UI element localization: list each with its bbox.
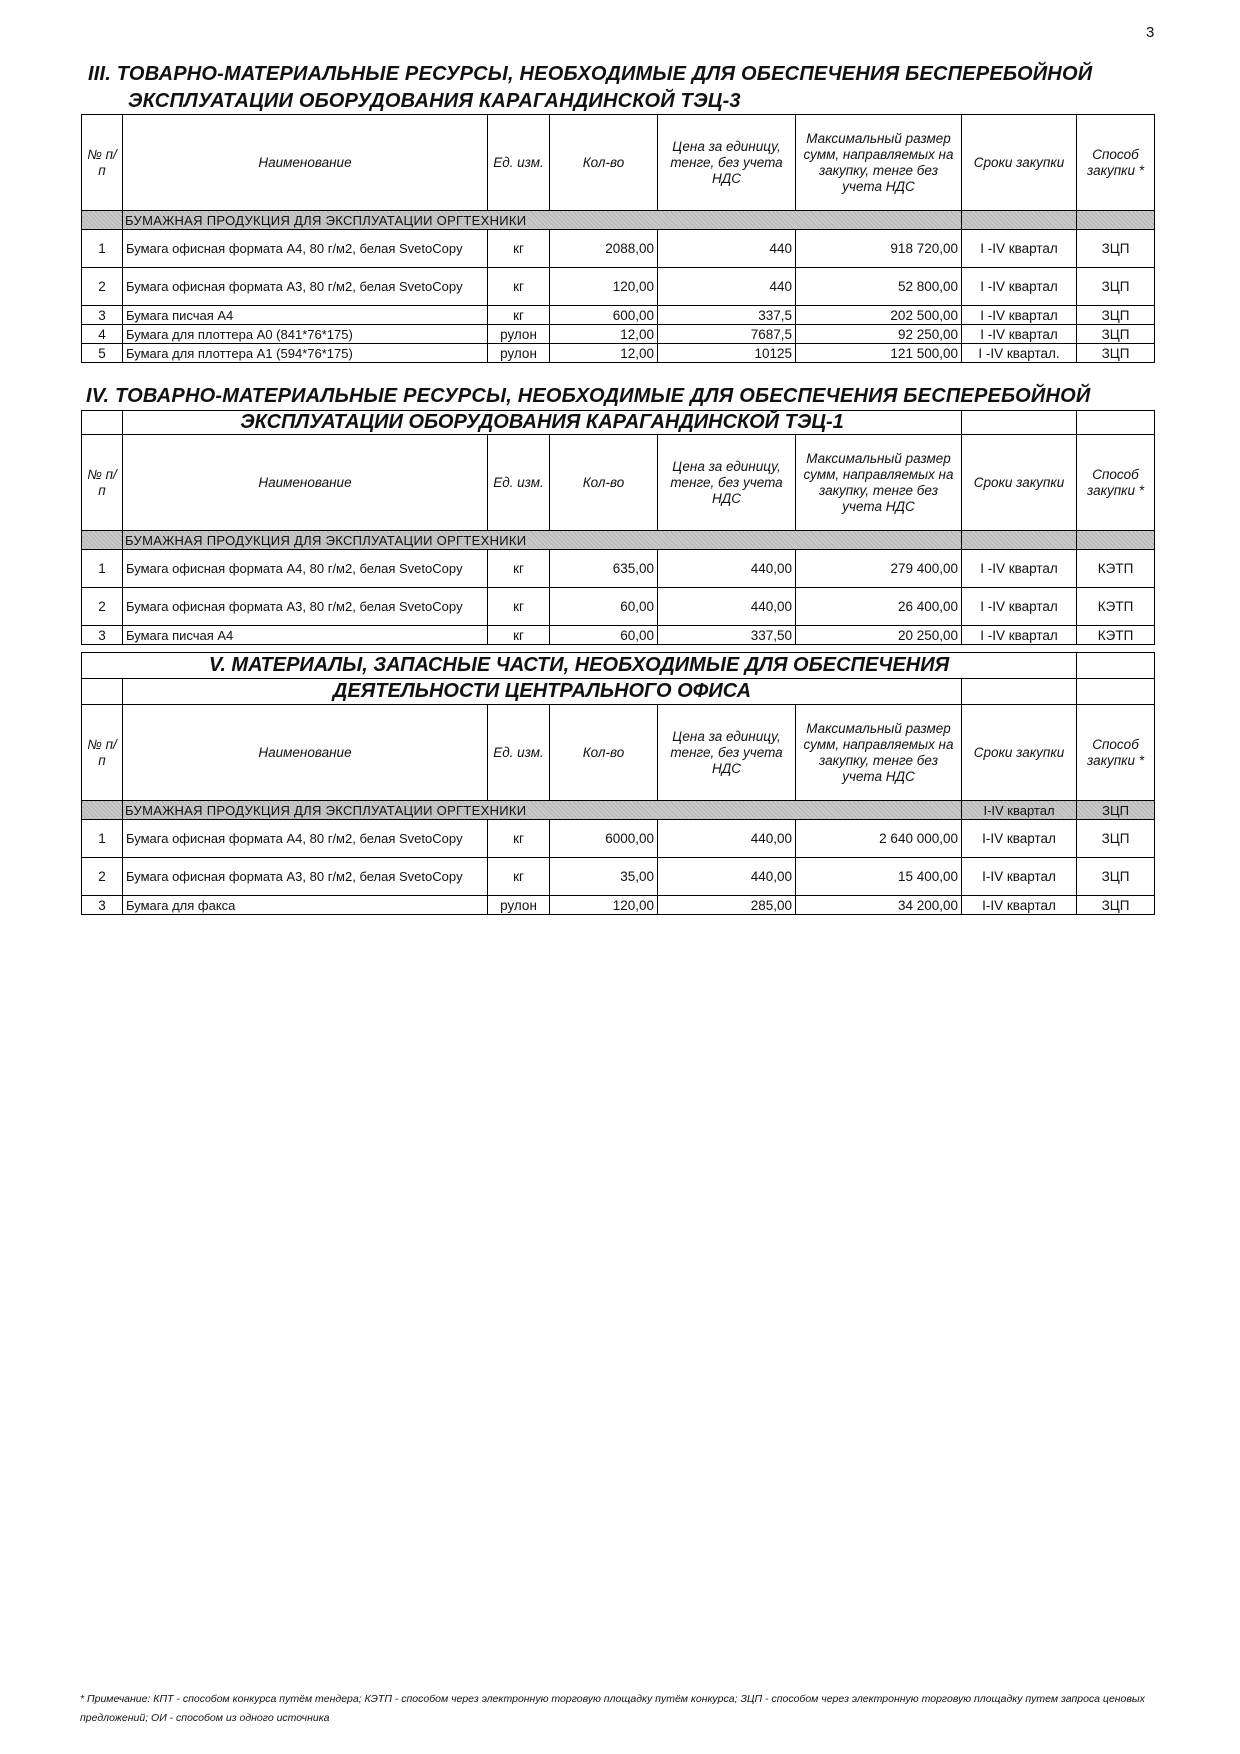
section-5-title-line1: V. МАТЕРИАЛЫ, ЗАПАСНЫЕ ЧАСТИ, НЕОБХОДИМЫЕ ДЛЯ ОБЕСПЕЧЕНИЯ <box>82 653 1077 679</box>
header-name: Наименование <box>123 435 488 531</box>
row-method: КЭТП <box>1077 588 1155 626</box>
category-method <box>1077 211 1155 230</box>
row-unit: кг <box>488 588 550 626</box>
row-name: Бумага для факса <box>123 896 488 915</box>
row-method: ЗЦП <box>1077 230 1155 268</box>
table-row <box>82 268 1155 306</box>
section-3-title-line1: III. ТОВАРНО-МАТЕРИАЛЬНЫЕ РЕСУРСЫ, НЕОБХОДИМЫЕ ДЛЯ ОБЕСПЕЧЕНИЯ БЕСПЕРЕБОЙНОЙ <box>88 63 1093 85</box>
row-name: Бумага писчая А4 <box>123 626 488 645</box>
row-price: 440 <box>658 268 796 306</box>
header-num: № п/п <box>82 435 123 531</box>
row-sum: 279 400,00 <box>796 550 962 588</box>
header-qty: Кол-во <box>550 435 658 531</box>
row-num: 2 <box>82 858 123 896</box>
row-sum: 202 500,00 <box>796 306 962 325</box>
table-row <box>82 820 1155 858</box>
table-row <box>82 306 1155 325</box>
category-method <box>1077 531 1155 550</box>
category-term <box>962 211 1077 230</box>
row-price: 285,00 <box>658 896 796 915</box>
category-method: ЗЦП <box>1077 801 1155 820</box>
row-qty: 120,00 <box>550 896 658 915</box>
row-term: I -IV квартал <box>962 306 1077 325</box>
row-sum: 92 250,00 <box>796 325 962 344</box>
row-unit: кг <box>488 820 550 858</box>
row-unit: рулон <box>488 896 550 915</box>
header-price: Цена за единицу, тенге, без учета НДС <box>658 115 796 211</box>
section-3-table <box>81 114 1155 363</box>
table-row <box>82 588 1155 626</box>
row-qty: 635,00 <box>550 550 658 588</box>
section-5-table <box>81 652 1155 915</box>
section-5-title-line2: ДЕЯТЕЛЬНОСТИ ЦЕНТРАЛЬНОГО ОФИСА <box>123 679 962 705</box>
row-sum: 34 200,00 <box>796 896 962 915</box>
category-term: I-IV квартал <box>962 801 1077 820</box>
row-method: ЗЦП <box>1077 896 1155 915</box>
row-sum: 2 640 000,00 <box>796 820 962 858</box>
row-name: Бумага офисная формата А3, 80 г/м2, белая SvetoCopy <box>123 268 488 306</box>
row-method: ЗЦП <box>1077 325 1155 344</box>
row-term: I -IV квартал. <box>962 344 1077 363</box>
row-price: 440,00 <box>658 550 796 588</box>
row-name: Бумага офисная формата А4, 80 г/м2, белая SvetoCopy <box>123 230 488 268</box>
category-label: БУМАЖНАЯ ПРОДУКЦИЯ ДЛЯ ЭКСПЛУАТАЦИИ ОРГТЕХНИКИ <box>125 212 527 228</box>
header-num: № п/п <box>82 705 123 801</box>
row-term: I-IV квартал <box>962 858 1077 896</box>
header-name: Наименование <box>123 705 488 801</box>
row-num: 1 <box>82 550 123 588</box>
row-qty: 120,00 <box>550 268 658 306</box>
table-row <box>82 325 1155 344</box>
row-unit: кг <box>488 858 550 896</box>
page-number: 3 <box>1146 24 1155 41</box>
row-price: 440,00 <box>658 588 796 626</box>
row-unit: кг <box>488 550 550 588</box>
table-row <box>82 230 1155 268</box>
section-4-table <box>81 410 1155 645</box>
row-term: I -IV квартал <box>962 626 1077 645</box>
table-header-row <box>82 705 1155 801</box>
table-row <box>82 858 1155 896</box>
row-term: I-IV квартал <box>962 896 1077 915</box>
section-3-title-line2: ЭКСПЛУАТАЦИИ ОБОРУДОВАНИЯ КАРАГАНДИНСКОЙ ТЭЦ-3 <box>128 90 741 112</box>
header-qty: Кол-во <box>550 115 658 211</box>
table-header-row <box>82 435 1155 531</box>
table-row <box>82 344 1155 363</box>
row-unit: рулон <box>488 344 550 363</box>
row-sum: 26 400,00 <box>796 588 962 626</box>
row-term: I -IV квартал <box>962 230 1077 268</box>
row-name: Бумага офисная формата А3, 80 г/м2, белая SvetoCopy <box>123 588 488 626</box>
row-method: ЗЦП <box>1077 344 1155 363</box>
row-term: I-IV квартал <box>962 820 1077 858</box>
row-unit: кг <box>488 268 550 306</box>
table-row <box>82 896 1155 915</box>
row-name: Бумага для плоттера А0 (841*76*175) <box>123 325 488 344</box>
header-qty: Кол-во <box>550 705 658 801</box>
category-label: БУМАЖНАЯ ПРОДУКЦИЯ ДЛЯ ЭКСПЛУАТАЦИИ ОРГТЕХНИКИ <box>125 532 527 548</box>
row-num: 5 <box>82 344 123 363</box>
header-max-sum: Максимальный размер сумм, направляемых на закупку, тенге без учета НДС <box>796 115 962 211</box>
header-name: Наименование <box>123 115 488 211</box>
row-sum: 121 500,00 <box>796 344 962 363</box>
header-term: Сроки закупки <box>962 705 1077 801</box>
row-qty: 35,00 <box>550 858 658 896</box>
table-header-row <box>82 115 1155 211</box>
header-num: № п/п <box>82 115 123 211</box>
header-method: Способ закупки * <box>1077 115 1155 211</box>
row-method: ЗЦП <box>1077 268 1155 306</box>
header-unit: Ед. изм. <box>488 705 550 801</box>
row-unit: кг <box>488 230 550 268</box>
row-method: КЭТП <box>1077 550 1155 588</box>
section-4-title-line1: IV. ТОВАРНО-МАТЕРИАЛЬНЫЕ РЕСУРСЫ, НЕОБХОДИМЫЕ ДЛЯ ОБЕСПЕЧЕНИЯ БЕСПЕРЕБОЙНОЙ <box>86 385 1091 407</box>
row-name: Бумага офисная формата А4, 80 г/м2, белая SvetoCopy <box>123 550 488 588</box>
row-unit: кг <box>488 626 550 645</box>
row-unit: кг <box>488 306 550 325</box>
row-method: ЗЦП <box>1077 820 1155 858</box>
row-name: Бумага офисная формата А4, 80 г/м2, белая SvetoCopy <box>123 820 488 858</box>
header-max-sum: Максимальный размер сумм, направляемых на закупку, тенге без учета НДС <box>796 705 962 801</box>
row-qty: 6000,00 <box>550 820 658 858</box>
row-price: 10125 <box>658 344 796 363</box>
header-price: Цена за единицу, тенге, без учета НДС <box>658 705 796 801</box>
footnote: * Примечание: КПТ - способом конкурса путём тендера; КЭТП - способом через электронную торговую площадку путём конкурса; ЗЦП - способом через электронную торговую площадку путем запроса ценовых предложений; ОИ - способом из одного источника <box>80 1693 1145 1724</box>
row-sum: 52 800,00 <box>796 268 962 306</box>
row-method: КЭТП <box>1077 626 1155 645</box>
row-num: 3 <box>82 306 123 325</box>
header-method: Способ закупки * <box>1077 705 1155 801</box>
row-name: Бумага писчая А4 <box>123 306 488 325</box>
row-price: 7687,5 <box>658 325 796 344</box>
row-num: 3 <box>82 626 123 645</box>
table-row <box>82 550 1155 588</box>
category-row <box>82 801 1155 820</box>
row-name: Бумага для плоттера А1 (594*76*175) <box>123 344 488 363</box>
row-qty: 600,00 <box>550 306 658 325</box>
row-num: 4 <box>82 325 123 344</box>
row-qty: 12,00 <box>550 344 658 363</box>
row-name: Бумага офисная формата А3, 80 г/м2, белая SvetoCopy <box>123 858 488 896</box>
table-row <box>82 626 1155 645</box>
header-term: Сроки закупки <box>962 435 1077 531</box>
row-price: 440 <box>658 230 796 268</box>
row-qty: 12,00 <box>550 325 658 344</box>
row-term: I -IV квартал <box>962 268 1077 306</box>
row-num: 1 <box>82 820 123 858</box>
row-sum: 918 720,00 <box>796 230 962 268</box>
row-num: 2 <box>82 588 123 626</box>
row-method: ЗЦП <box>1077 306 1155 325</box>
header-unit: Ед. изм. <box>488 115 550 211</box>
header-unit: Ед. изм. <box>488 435 550 531</box>
category-term <box>962 531 1077 550</box>
row-qty: 60,00 <box>550 626 658 645</box>
row-qty: 2088,00 <box>550 230 658 268</box>
category-row <box>82 211 1155 230</box>
row-num: 2 <box>82 268 123 306</box>
row-sum: 20 250,00 <box>796 626 962 645</box>
row-num: 3 <box>82 896 123 915</box>
row-term: I -IV квартал <box>962 588 1077 626</box>
row-sum: 15 400,00 <box>796 858 962 896</box>
header-price: Цена за единицу, тенге, без учета НДС <box>658 435 796 531</box>
header-method: Способ закупки * <box>1077 435 1155 531</box>
category-row <box>82 531 1155 550</box>
row-num: 1 <box>82 230 123 268</box>
row-term: I -IV квартал <box>962 325 1077 344</box>
header-max-sum: Максимальный размер сумм, направляемых на закупку, тенге без учета НДС <box>796 435 962 531</box>
category-label: БУМАЖНАЯ ПРОДУКЦИЯ ДЛЯ ЭКСПЛУАТАЦИИ ОРГТЕХНИКИ <box>125 802 527 818</box>
row-term: I -IV квартал <box>962 550 1077 588</box>
row-price: 440,00 <box>658 858 796 896</box>
row-price: 337,5 <box>658 306 796 325</box>
row-unit: рулон <box>488 325 550 344</box>
row-method: ЗЦП <box>1077 858 1155 896</box>
section-4-title-line2: ЭКСПЛУАТАЦИИ ОБОРУДОВАНИЯ КАРАГАНДИНСКОЙ ТЭЦ-1 <box>123 411 962 435</box>
header-term: Сроки закупки <box>962 115 1077 211</box>
row-qty: 60,00 <box>550 588 658 626</box>
row-price: 337,50 <box>658 626 796 645</box>
row-price: 440,00 <box>658 820 796 858</box>
